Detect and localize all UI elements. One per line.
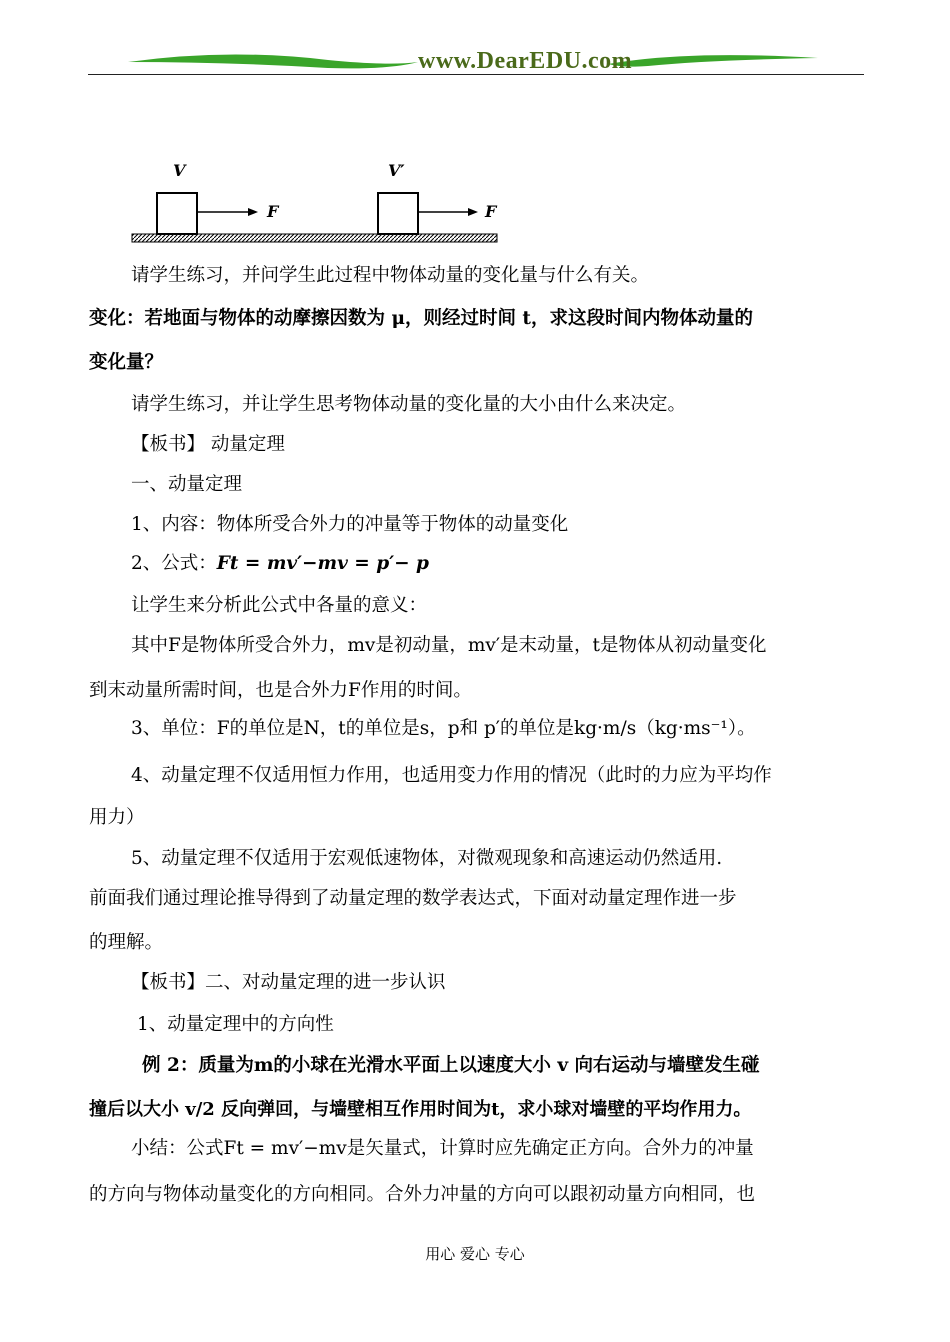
label-v1: V [173,161,186,180]
text-line: 【板书】 动量定理 [131,434,285,455]
label-f2: F [485,202,497,221]
text-line: 一、动量定理 [131,474,243,495]
text-line: 请学生练习，并让学生思考物体动量的变化量的大小由什么来决定。 [131,394,687,415]
text-line: 让学生来分析此公式中各量的意义： [131,595,428,616]
text-line: 变化量？ [89,352,164,373]
label-f1: F [267,202,279,221]
text-line: 1、动量定理中的方向性 [137,1014,334,1035]
text-line: 的方向与物体动量变化的方向相同。合外力冲量的方向可以跟初动量方向相同，也 [89,1184,756,1205]
formula-prefix: 2、公式： [131,553,217,574]
text-line: 3、单位：F的单位是N，t的单位是s，p和 p′的单位是kg·m/s（kg·ms⁻¹）。 [131,718,756,739]
text-line: 其中F是物体所受合外力，mv是初动量，mv′是末动量，t是物体从初动量变化 [131,635,767,656]
header-divider [88,74,864,75]
text-line: 到末动量所需时间，也是合外力F作用的时间。 [89,680,472,701]
formula: Ft = mv′−mv = p′− p [216,553,429,574]
text-line: 1、内容：物体所受合外力的冲量等于物体的动量变化 [131,514,569,535]
arrow-2 [468,208,478,216]
text-line: 请学生练习，并问学生此过程中物体动量的变化量与什么有关。 [131,265,650,286]
text-line: 5、动量定理不仅适用于宏观低速物体，对微观现象和高速运动仍然适用. [131,848,723,869]
formula-line [131,551,429,577]
physics-figure [130,158,500,250]
block-2 [378,193,418,234]
text-line: 【板书】二、对动量定理的进一步认识 [131,972,446,993]
text-line: 用力） [89,807,145,828]
block-1 [157,193,197,234]
arrow-1 [248,208,258,216]
text-line: 的理解。 [89,932,164,953]
text-line: 撞后以大小 v/2 反向弹回，与墙壁相互作用时间为t，求小球对墙壁的平均作用力。 [89,1099,752,1120]
ground [132,234,497,242]
site-url[interactable]: www.DearEDU.com [418,48,633,74]
text-line: 例 2：质量为m的小球在光滑水平面上以速度大小 v 向右运动与墙壁发生碰 [142,1055,760,1076]
blocks-diagram [130,158,500,250]
text-line: 变化：若地面与物体的动摩擦因数为 μ，则经过时间 t，求这段时间内物体动量的 [89,308,753,329]
text-line: 前面我们通过理论推导得到了动量定理的数学表达式，下面对动量定理作进一步 [89,888,737,909]
text-line: 4、动量定理不仅适用恒力作用，也适用变力作用的情况（此时的力应为平均作 [131,765,772,786]
footer-text: 用心 爱心 专心 [425,1245,525,1263]
text-line: 小结：公式Ft = mv′−mv是矢量式，计算时应先确定正方向。合外力的冲量 [131,1138,754,1159]
label-v2: V′ [388,161,405,180]
